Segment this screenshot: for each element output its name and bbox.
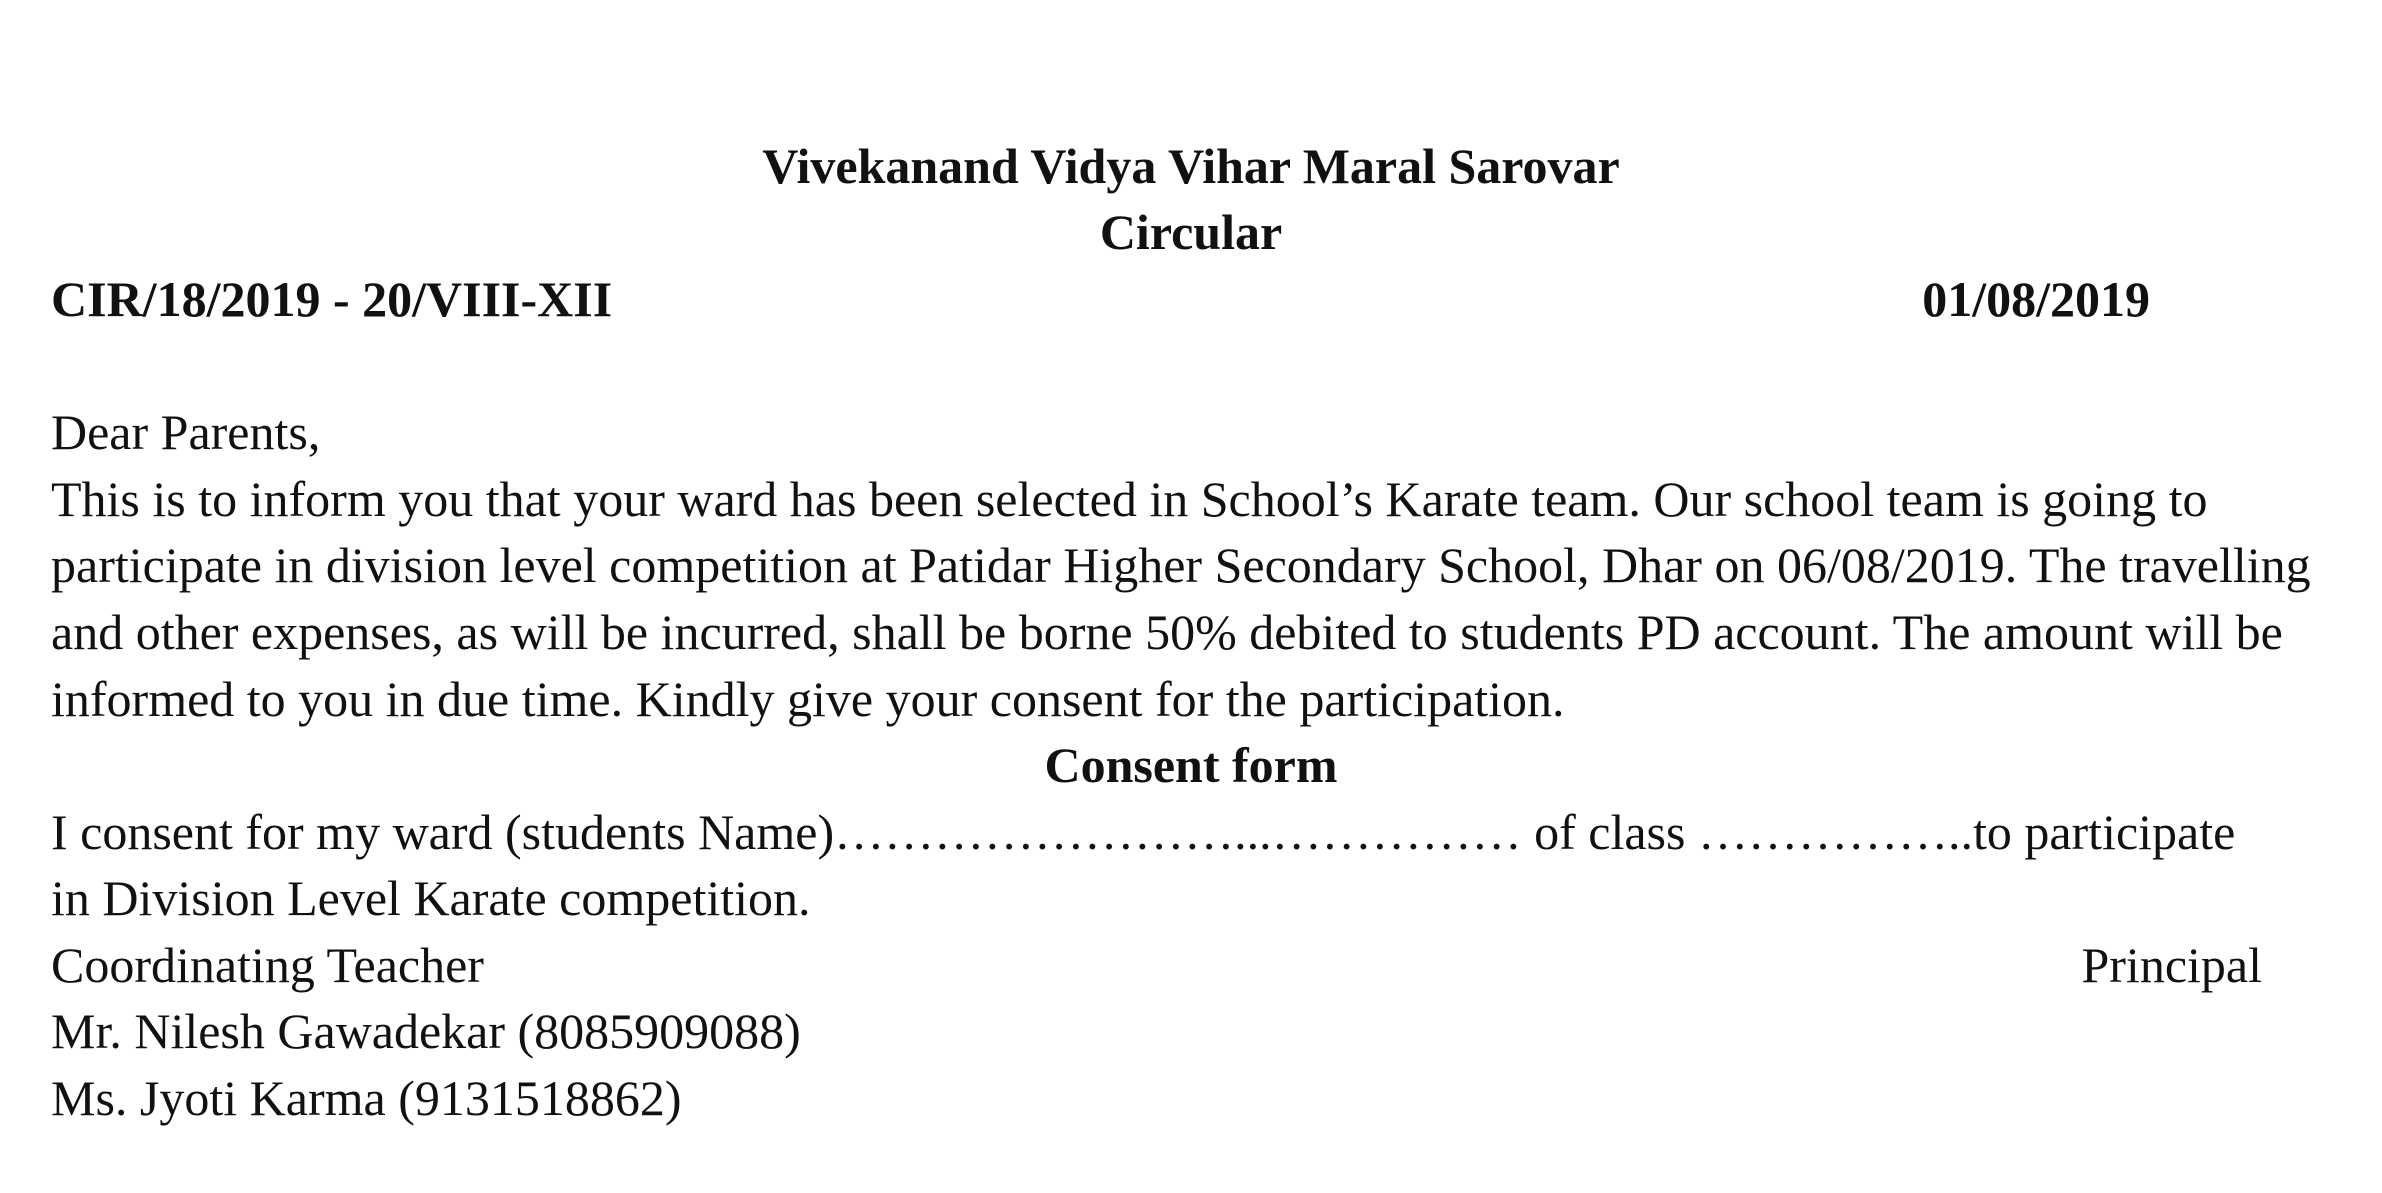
body-line-3: and other expenses, as will be incurred, shall be borne 50% debited to students PD account. The amount will be	[51, 604, 2283, 660]
consent-line-1: I consent for my ward (students Name)……………………...…………… of class ……………..to participate	[51, 804, 2236, 860]
reference-number: CIR/18/2019 - 20/VIII-XII	[51, 271, 613, 327]
teacher-contact-1: Mr. Nilesh Gawadekar (8085909088)	[51, 1003, 801, 1059]
school-name-heading: Vivekanand Vidya Vihar Maral Sarovar	[762, 138, 1620, 194]
principal-label: Principal	[2081, 937, 2262, 993]
body-line-2: participate in division level competition at Patidar Higher Secondary School, Dhar on 06/08/2019. The travelling	[51, 537, 2311, 593]
teacher-contact-2: Ms. Jyoti Karma (9131518862)	[51, 1070, 682, 1126]
consent-line-2: in Division Level Karate competition.	[51, 870, 811, 926]
consent-form-title: Consent form	[1044, 737, 1338, 793]
circular-date: 01/08/2019	[1922, 271, 2150, 327]
coordinating-teacher-label: Coordinating Teacher	[51, 937, 484, 993]
body-line-4: informed to you in due time. Kindly give your consent for the participation.	[51, 671, 1565, 727]
circular-title: Circular	[1099, 204, 1283, 260]
salutation: Dear Parents,	[51, 404, 321, 460]
body-line-1: This is to inform you that your ward has been selected in School’s Karate team. Our school team is going to	[51, 471, 2208, 527]
